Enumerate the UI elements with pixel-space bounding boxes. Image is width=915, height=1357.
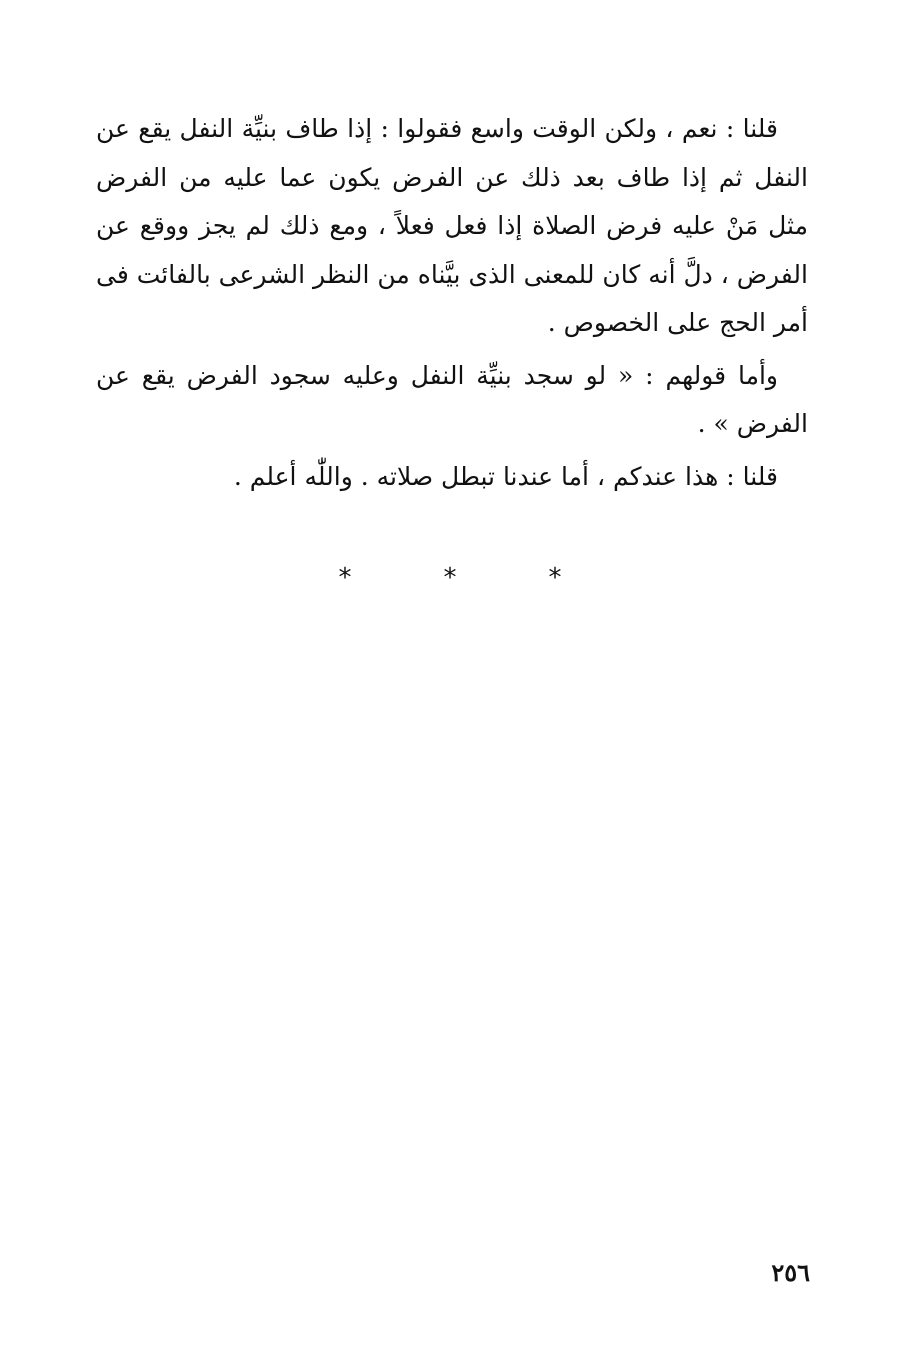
paragraph-1: قلنا : نعم ، ولكن الوقت واسع فقولوا : إذا طاف بنيِّة النفل يقع عن النفل ثم إذا طاف بعد ذلك عن الفرض يكون عما عليه من الفرض مثل مَنْ عليه فرض الصلاة إذا فعل فعلاً ، ومع ذلك لم يجز ووقع عن الفرض ، دلَّ أنه كان للمعنى الذى بيَّناه من النظر الشرعى بالفائت فى أمر الحج على الخصوص . bbox=[96, 114, 808, 337]
paragraph-3: قلنا : هذا عندكم ، أما عندنا تبطل صلاته . واللّٰه أعلم . bbox=[233, 461, 778, 491]
asterisk-icon: * bbox=[548, 563, 562, 593]
paragraph-2: وأما قولهم : « لو سجد بنيِّة النفل وعليه سجود الفرض يقع عن الفرض » . bbox=[96, 360, 808, 438]
asterisk-icon: * bbox=[443, 563, 457, 593]
body-text bbox=[96, 105, 808, 501]
page-number: ٢٥٦ bbox=[771, 1258, 810, 1287]
asterisk-icon: * bbox=[338, 563, 352, 593]
section-separator bbox=[330, 563, 570, 593]
